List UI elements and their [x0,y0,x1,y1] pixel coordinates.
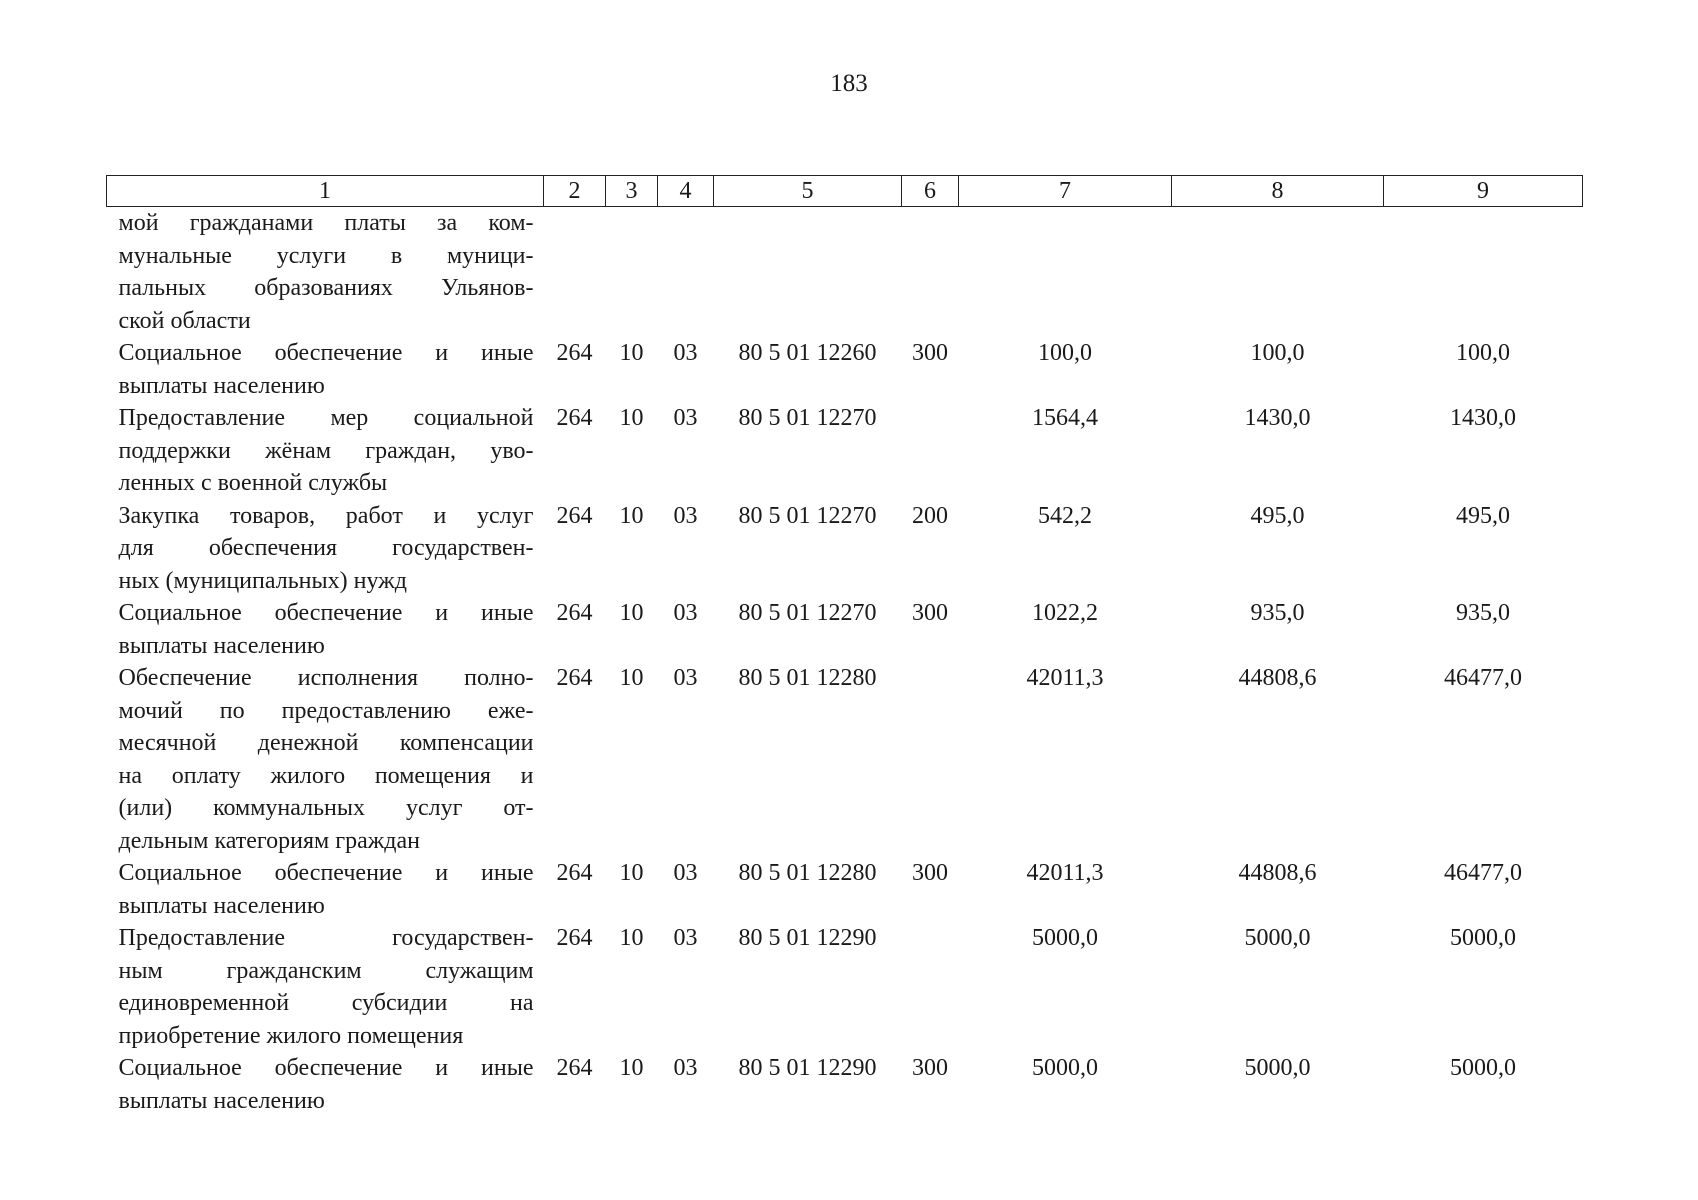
item-name-line: Закупка товаров, работ и услуг [118,502,534,529]
section-cell: 10 [619,502,644,529]
amount-col7-cell: 100,0 [1038,340,1092,366]
item-name-line: ным гражданским служащим [118,957,534,984]
header-cell-4: 4 [658,176,714,207]
ministry-code-cell: 264 [556,502,593,529]
table-row [107,207,1583,338]
item-name-line: пальных образованиях Ульянов- [118,275,534,301]
header-cell-7: 7 [959,176,1172,207]
section-cell: 10 [619,405,644,431]
item-name-line: единовременной субсидии на [118,990,534,1016]
expense-type-cell: 300 [912,600,948,626]
subsection-cell: 03 [673,1055,698,1081]
section-cell [606,207,658,338]
amount-col9-cell: 100,0 [1456,340,1510,366]
section-cell: 10 [619,925,644,951]
subsection-cell: 03 [673,405,698,431]
subsection-cell: 03 [673,502,698,529]
item-name-line: выплаты населению [118,632,325,659]
table-row [107,597,1583,662]
target-article-cell: 80 5 01 12280 [738,860,877,886]
item-name-line: Социальное обеспечение и иные [118,1055,534,1081]
amount-col7-cell: 42011,3 [1026,665,1104,691]
header-cell-2: 2 [544,176,606,207]
amount-col9-cell: 5000,0 [1450,925,1516,951]
item-name-cell [107,597,544,662]
page-number: 183 [830,70,868,97]
amount-col9-cell: 935,0 [1456,600,1510,626]
subsection-cell: 03 [673,860,698,886]
target-article-cell: 80 5 01 12270 [738,502,877,529]
item-name-line: на оплату жилого помещения и [118,762,534,789]
item-name-line: Социальное обеспечение и иные [118,860,534,886]
item-name-cell [107,922,544,1052]
amount-col8-cell [1172,207,1384,338]
header-cell-1: 1 [107,176,544,207]
expense-type-cell: 300 [912,340,948,366]
item-name-line: Социальное обеспечение и иные [118,340,534,366]
subsection-cell [658,207,714,338]
header-cell-6: 6 [902,176,959,207]
amount-col9-cell: 46477,0 [1444,860,1522,886]
item-name-cell [107,857,544,922]
table-row [107,922,1583,1052]
amount-col7-cell: 5000,0 [1032,925,1098,951]
item-name-line: выплаты населению [118,372,325,399]
item-name-cell [107,500,544,598]
ministry-code-cell: 264 [556,665,593,691]
section-cell: 10 [619,600,644,626]
expense-type-cell: 300 [912,860,948,886]
amount-col8-cell: 935,0 [1250,600,1305,626]
ministry-code-cell [544,207,606,338]
amount-col7-cell: 1022,2 [1032,600,1098,626]
table-row [107,500,1583,598]
amount-col7-cell: 542,2 [1038,502,1092,529]
target-article-cell [714,207,902,338]
expense-type-cell [902,922,959,1052]
header-cell-8: 8 [1172,176,1384,207]
item-name-line: выплаты населению [118,892,325,919]
target-article-cell: 80 5 01 12290 [738,925,877,951]
table-row [107,857,1583,922]
amount-col9-cell: 5000,0 [1450,1055,1516,1081]
section-cell: 10 [619,860,644,886]
table-row [107,1052,1583,1117]
target-article-cell: 80 5 01 12270 [738,600,877,626]
subsection-cell: 03 [673,665,698,691]
amount-col8-cell: 5000,0 [1244,925,1311,951]
item-name-cell [107,1052,544,1117]
amount-col9-cell: 495,0 [1456,502,1510,529]
ministry-code-cell: 264 [556,405,593,431]
target-article-cell: 80 5 01 12260 [738,340,877,366]
ministry-code-cell: 264 [556,600,593,626]
amount-col7-cell: 5000,0 [1032,1055,1098,1081]
item-name-line: поддержки жёнам граждан, уво- [118,437,534,464]
item-name-line: ской области [118,307,251,334]
expense-type-cell [902,402,959,500]
item-name-line: Предоставление мер социальной [118,405,534,431]
table-row [107,337,1583,402]
table-row [107,662,1583,857]
target-article-cell: 80 5 01 12270 [738,405,877,431]
amount-col7-cell [959,207,1172,338]
item-name-line: Предоставление государствен- [118,925,534,951]
expense-type-cell: 300 [912,1055,948,1081]
target-article-cell: 80 5 01 12280 [738,665,877,691]
header-cell-9: 9 [1384,176,1583,207]
section-cell: 10 [619,340,644,366]
subsection-cell: 03 [673,340,698,366]
item-name-cell [107,337,544,402]
item-name-line: Социальное обеспечение и иные [118,600,534,626]
amount-col9-cell: 46477,0 [1444,665,1522,691]
amount-col8-cell: 100,0 [1250,340,1305,366]
expense-type-cell: 200 [912,502,948,529]
table-body [107,207,1583,1118]
ministry-code-cell: 264 [556,340,593,366]
table-header-row [107,176,1583,207]
amount-col8-cell: 44808,6 [1238,665,1317,691]
target-article-cell: 80 5 01 12290 [738,1055,877,1081]
amount-col8-cell: 44808,6 [1238,860,1317,886]
subsection-cell: 03 [673,600,698,626]
table-row [107,402,1583,500]
expense-type-cell [902,662,959,857]
section-cell: 10 [619,1055,644,1081]
item-name-line: дельным категориям граждан [118,827,421,854]
ministry-code-cell: 264 [556,1055,593,1081]
ministry-code-cell: 264 [556,860,593,886]
amount-col7-cell: 1564,4 [1032,405,1098,431]
item-name-line: Обеспечение исполнения полно- [118,665,534,691]
expense-type-cell [902,207,959,338]
item-name-line: (или) коммунальных услуг от- [118,795,534,821]
item-name-line: ных (муниципальных) нужд [118,567,407,594]
budget-table [106,175,1583,1117]
item-name-cell [107,207,544,338]
header-cell-3: 3 [606,176,658,207]
item-name-line: мунальные услуги в муници- [118,242,534,269]
amount-col8-cell: 495,0 [1250,502,1305,529]
item-name-line: месячной денежной компенсации [118,730,534,756]
amount-col9-cell: 1430,0 [1450,405,1516,431]
item-name-line: для обеспечения государствен- [118,535,534,561]
amount-col8-cell: 1430,0 [1244,405,1311,431]
amount-col8-cell: 5000,0 [1244,1055,1311,1081]
amount-col7-cell: 42011,3 [1026,860,1104,886]
item-name-line: приобретение жилого помещения [118,1022,464,1049]
section-cell: 10 [619,665,644,691]
item-name-line: мой гражданами платы за ком- [118,210,534,236]
ministry-code-cell: 264 [556,925,593,951]
amount-col9-cell [1384,207,1583,338]
item-name-cell [107,662,544,857]
subsection-cell: 03 [673,925,698,951]
item-name-line: выплаты населению [118,1087,325,1114]
item-name-line: ленных с военной службы [118,470,388,496]
item-name-cell [107,402,544,500]
item-name-line: мочий по предоставлению еже- [118,697,534,724]
header-cell-5: 5 [714,176,902,207]
